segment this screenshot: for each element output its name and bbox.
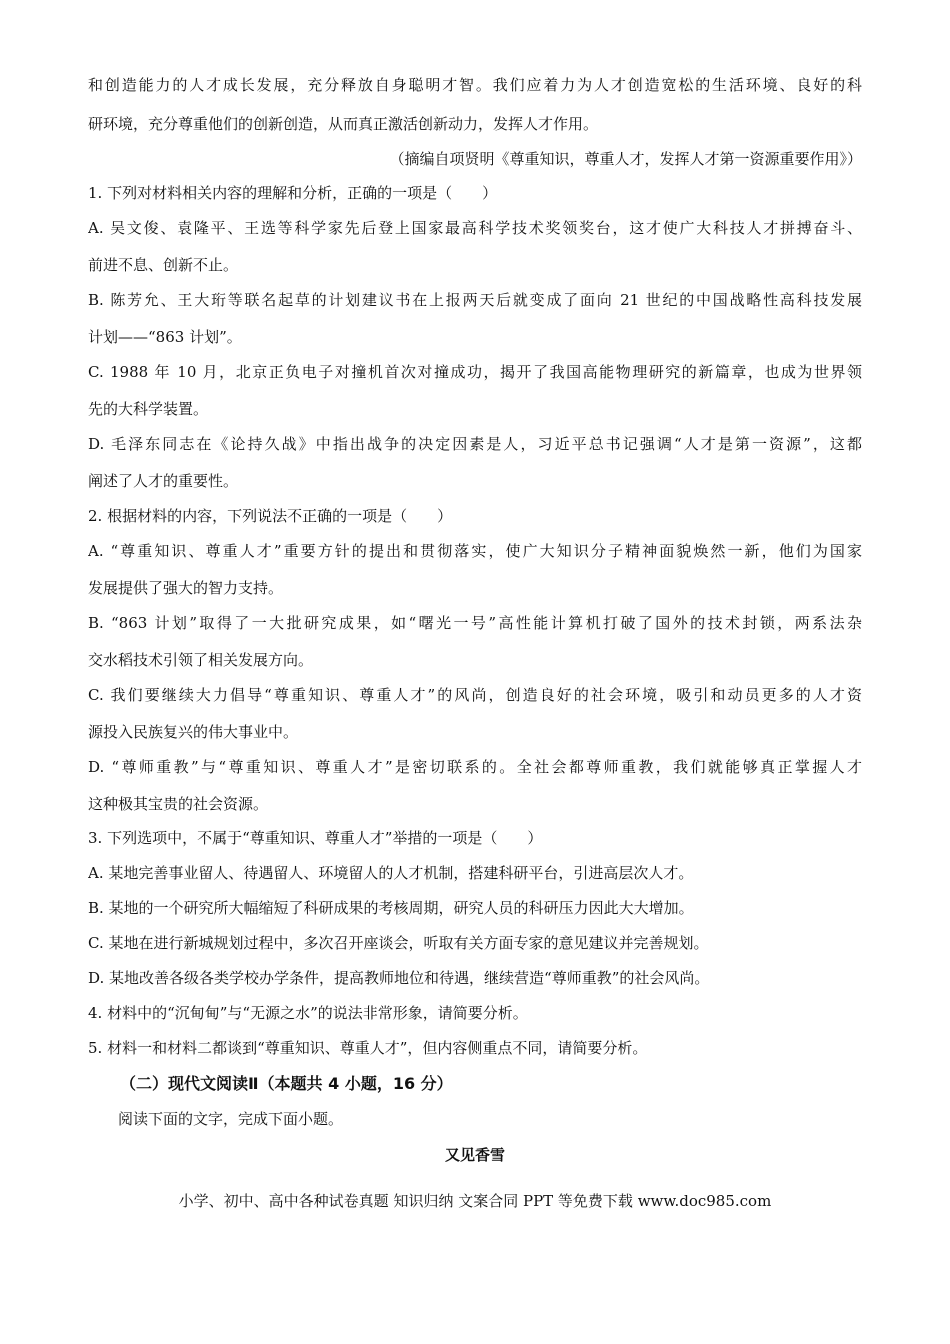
story-title: 又见香雪	[444, 1146, 505, 1164]
question-stem: 2. 根据材料的内容，下列说法不正确的一项是（ ）	[88, 507, 453, 525]
question-stem: 1. 下列对材料相关内容的理解和分析，正确的一项是（ ）	[88, 184, 498, 202]
page-footer: 小学、初中、高中各种试卷真题 知识归纳 文案合同 PPT 等免费下载 www.doc985.com	[178, 1192, 772, 1210]
option-line: D. “尊师重教”与“尊重知识、尊重人才”是密切联系的。全社会都尊师重教，我们就能够真正掌握人才	[88, 758, 862, 776]
option-line: 发展提供了强大的智力支持。	[88, 579, 284, 597]
section-heading: （二）现代文阅读Ⅱ（本题共 4 小题，16 分）	[120, 1074, 453, 1093]
option-line: D. 毛泽东同志在《论持久战》中指出战争的决定因素是人，习近平总书记强调“人才是第一资源”，这都	[88, 435, 862, 453]
option-line: A. “尊重知识、尊重人才”重要方针的提出和贯彻落实，使广大知识分子精神面貌焕然一新，他们为国家	[88, 542, 862, 560]
option-line: 交水稻技术引领了相关发展方向。	[88, 651, 314, 669]
option-line: 先的大科学装置。	[88, 400, 209, 418]
option-line: D. 某地改善各级各类学校办学条件，提高教师地位和待遇，继续营造“尊师重教”的社会风尚。	[88, 969, 710, 987]
source-citation: （摘编自项贤明《尊重知识，尊重人才，发挥人才第一资源重要作用》）	[389, 150, 862, 168]
passage-line: 研环境，充分尊重他们的创新创造，从而真正激活创新动力，发挥人才作用。	[88, 115, 599, 133]
option-line: B. 某地的一个研究所大幅缩短了科研成果的考核周期，研究人员的科研压力因此大大增加。	[88, 899, 694, 917]
question-stem: 3. 下列选项中，不属于“尊重知识、尊重人才”举措的一项是（ ）	[88, 829, 543, 847]
instruction-text: 阅读下面的文字，完成下面小题。	[118, 1110, 344, 1128]
option-line: 阐述了人才的重要性。	[88, 472, 239, 490]
option-line: 计划——“863 计划”。	[88, 328, 242, 346]
question-stem: 5. 材料一和材料二都谈到“尊重知识、尊重人才”，但内容侧重点不同，请简要分析。	[88, 1039, 648, 1057]
option-line: C. 我们要继续大力倡导“尊重知识、尊重人才”的风尚，创造良好的社会环境，吸引和动员更多的人才资	[88, 686, 862, 704]
option-line: 前进不息、创新不止。	[88, 256, 239, 274]
option-line: A. 吴文俊、袁隆平、王选等科学家先后登上国家最高科学技术奖领奖台，这才使广大科技人才拼搏奋斗、	[88, 219, 862, 237]
option-line: C. 1988 年 10 月，北京正负电子对撞机首次对撞成功，揭开了我国高能物理研究的新篇章，也成为世界领	[88, 363, 862, 381]
option-line: B. “863 计划”取得了一大批研究成果，如“曙光一号”高性能计算机打破了国外的技术封锁，两系法杂	[88, 614, 862, 632]
option-line: 源投入民族复兴的伟大事业中。	[88, 723, 299, 741]
option-line: C. 某地在进行新城规划过程中，多次召开座谈会，听取有关方面专家的意见建议并完善规划。	[88, 934, 709, 952]
passage-line: 和创造能力的人才成长发展，充分释放自身聪明才智。我们应着力为人才创造宽松的生活环境、良好的科	[88, 76, 862, 94]
option-line: 这种极其宝贵的社会资源。	[88, 795, 269, 813]
option-line: B. 陈芳允、王大珩等联名起草的计划建议书在上报两天后就变成了面向 21 世纪的中国战略性高科技发展	[88, 291, 862, 309]
option-line: A. 某地完善事业留人、待遇留人、环境留人的人才机制，搭建科研平台，引进高层次人才。	[88, 864, 694, 882]
question-stem: 4. 材料中的“沉甸甸”与“无源之水”的说法非常形象，请简要分析。	[88, 1004, 528, 1022]
